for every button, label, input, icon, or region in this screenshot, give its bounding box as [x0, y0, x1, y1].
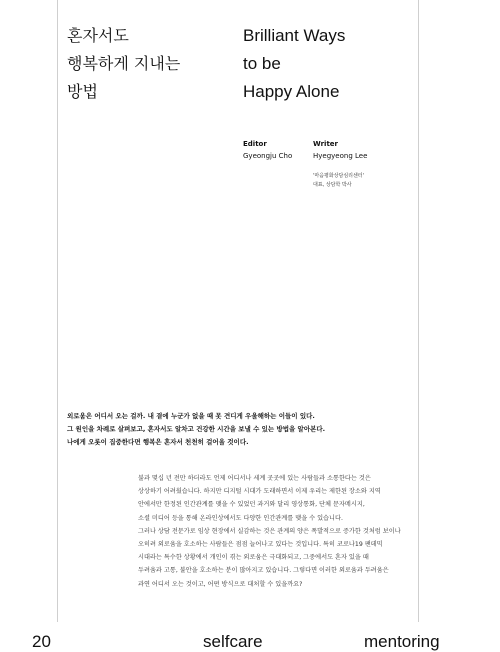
- editor-role: Editor: [243, 140, 267, 148]
- intro-line: 나에게 오롯이 집중한다면 행복은 혼자서 천천히 걸어올 것이다.: [67, 438, 249, 446]
- english-title-line: Happy Alone: [243, 82, 340, 101]
- body-line: 안에서만 한정된 인간관계를 맺을 수 있었던 과거와 달리 영상통화, 단체 문자메시지,: [138, 501, 365, 509]
- body-line: 소셜 미디어 등을 통해 온라인상에서도 다양한 인간관계를 맺을 수 있습니다.: [138, 514, 343, 522]
- body-line: 시대라는 특수한 상황에서 개인이 겪는 외로움은 극대화되고, 그중에서도 혼자 있을 때: [138, 554, 369, 562]
- body-line: 과연 어디서 오는 것이고, 어떤 방식으로 대처할 수 있을까요?: [138, 580, 303, 588]
- korean-title: [67, 22, 180, 106]
- intro-line: 외로움은 어디서 오는 걸까. 내 곁에 누군가 없을 때 못 견디게 우울해하는 이들이 있다.: [67, 412, 315, 420]
- writer-role: Writer: [313, 140, 338, 148]
- body-line: 오히려 외로움을 호소하는 사람들은 점점 늘어나고 있다는 것입니다. 특히 코로나19 팬데믹: [138, 541, 383, 549]
- english-title-line: Brilliant Ways: [243, 26, 346, 45]
- writer-credit: [313, 138, 367, 162]
- writer-bio-line: 대표, 상담학 박사: [313, 182, 352, 188]
- footer-category: selfcare: [203, 632, 263, 651]
- body-line: 두려움과 고통, 불안을 호소하는 분이 많아지고 있습니다. 그렇다면 이러한 외로움과 두려움은: [138, 567, 389, 575]
- body-paragraph: [138, 472, 410, 591]
- korean-title-line: 방법: [67, 82, 98, 101]
- english-title: [243, 22, 345, 106]
- writer-bio: [313, 172, 364, 190]
- intro-line: 그 원인을 차례로 살펴보고, 혼자서도 알차고 건강한 시간을 보낼 수 있는 방법을 알아본다.: [67, 425, 326, 433]
- intro-paragraph: [67, 410, 397, 449]
- footer-section: mentoring: [364, 632, 440, 651]
- left-margin-rule: [57, 0, 58, 622]
- writer-bio-line: '마음평화상담심리센터': [313, 173, 365, 179]
- body-line: 상상하기 어려웠습니다. 하지만 디지털 시대가 도래하면서 이제 우리는 제한된 장소와 지역: [138, 488, 381, 496]
- writer-name: Hyegyeong Lee: [313, 152, 368, 160]
- korean-title-line: 행복하게 지내는: [67, 54, 181, 73]
- body-line: 그러나 상담 전문가로 임상 현장에서 실감하는 것은 관계의 양은 폭발적으로 증가한 것처럼 보이나: [138, 527, 401, 535]
- korean-title-line: 혼자서도: [67, 26, 129, 45]
- editor-name: Gyeongju Cho: [243, 152, 293, 160]
- body-line: 불과 몇십 년 전만 하더라도 언제 어디서나 세계 곳곳에 있는 사람들과 소통한다는 것은: [138, 475, 371, 482]
- page-number: 20: [32, 632, 51, 651]
- right-margin-rule: [418, 0, 419, 622]
- english-title-line: to be: [243, 54, 281, 73]
- editor-credit: [243, 138, 292, 162]
